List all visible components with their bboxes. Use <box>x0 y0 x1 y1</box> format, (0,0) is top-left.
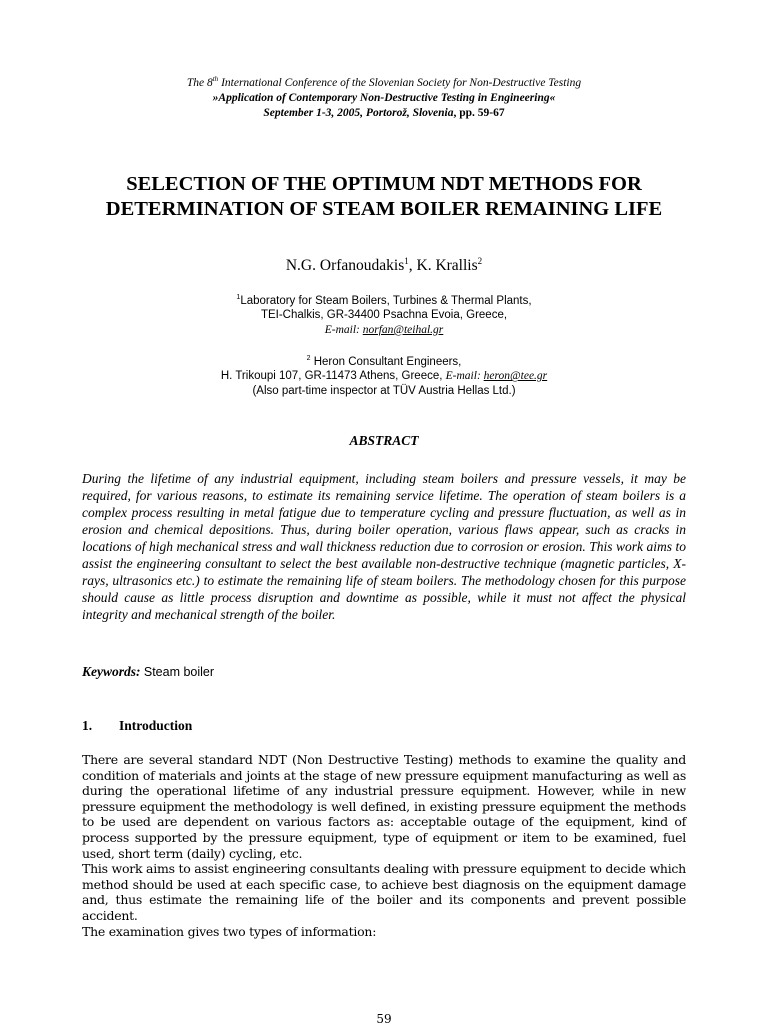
affiliation-marker: 2 <box>477 256 483 266</box>
section-title: Introduction <box>119 718 193 733</box>
page-number: 59 <box>376 1012 392 1026</box>
keywords: Keywords: Steam boiler <box>82 664 215 679</box>
author-list: N.G. Orfanoudakis$^1$, K. Krallis$^2$ <box>285 256 483 275</box>
body-paragraph: There are several standard NDT (Non Destructive Testing) methods to examine the quality and condition of materials and joints at the stage of new pressure equipment manufacturing as well as during the operational lifetime of any industrial pressure equipment. However, while in new pressure equipment the methodology is well defined, in existing pressure equipment the methods to be used are dependent on various factors as: acceptable outage of the equipment, kind of process supported by the pressure equipment, type of equipment or item to be examined, fuel used, short term (daily) cycling, etc. <box>82 752 686 861</box>
email-link[interactable]: norfan@teihal.gr <box>362 323 444 336</box>
body-paragraph: This work aims to assist engineering consultants dealing with pressure equipment to decide which method should be used at each specific case, to achieve best diagnosis on the equipment damage and, thus estimate the remaining life of the boiler and its components and prevent possible accident. <box>82 861 686 923</box>
title-line-1: SELECTION OF THE OPTIMUM NDT METHODS FOR <box>126 173 642 195</box>
conference-header <box>0 72 768 121</box>
keywords-value: Steam boiler <box>143 665 215 679</box>
affiliation-marker: 1 <box>404 256 409 266</box>
paper-title <box>60 172 708 222</box>
email-link[interactable]: heron@tee.gr <box>483 370 548 383</box>
affiliation-2: $^2$ Heron Consultant Engineers, H. Trikoupi 107, GR-11473 Athens, Greece, E-mail: heron@tee.gr (Also part-time inspector at TÜV Austria Hellas Ltd.) <box>220 355 548 397</box>
section-body <box>82 752 686 939</box>
keywords-label: Keywords <box>82 664 136 679</box>
conference-theme: »Application of Contemporary Non-Destructive Testing in Engineering« <box>212 91 556 104</box>
author-name: K. Krallis <box>416 257 478 275</box>
author-name: N.G. Orfanoudakis <box>285 257 405 275</box>
conference-date-pages: September 1-3, 2005, Portorož, Slovenia, pp. 59-67 <box>263 106 505 119</box>
conference-name: The 8th International Conference of the Slovenian Society for Non-Destructive Testing <box>186 75 582 89</box>
title-line-2: DETERMINATION OF STEAM BOILER REMAINING LIFE <box>105 198 663 220</box>
body-paragraph: The examination gives two types of information: <box>82 923 377 939</box>
section-number: 1. <box>82 718 93 733</box>
section-heading <box>82 718 192 734</box>
abstract-text: During the lifetime of any industrial equipment, including steam boilers and pressure vessels, it may be required, for various reasons, to estimate its remaining service lifetime. The operation of steam boilers is a complex process resulting in metal fatigue due to temperature cycling and pressure fluctuation, as well as in erosion and chemical depositions. Thus, during boiler operation, various flaws appear, such as cracks in locations of high mechanical stress and wall thickness reduction due to corrosion or erosion. This work aims to assist the engineering consultant to select the best available non-destructive technique (magnetic particles, X-rays, ultrasonics etc.) to estimate the remaining life of steam boilers. The methodology chosen for this purpose should cause as little process disruption and downtime as possible, while it must not affect the physical integrity and mechanical strength of the boiler. <box>82 471 686 622</box>
affiliation-1: $^1$Laboratory for Steam Boilers, Turbines & Thermal Plants, TEI-Chalkis, GR-34400 Psachna Evoia, Greece, E-mail: norfan@teihal.gr <box>236 294 532 336</box>
abstract-heading: ABSTRACT <box>349 433 419 448</box>
